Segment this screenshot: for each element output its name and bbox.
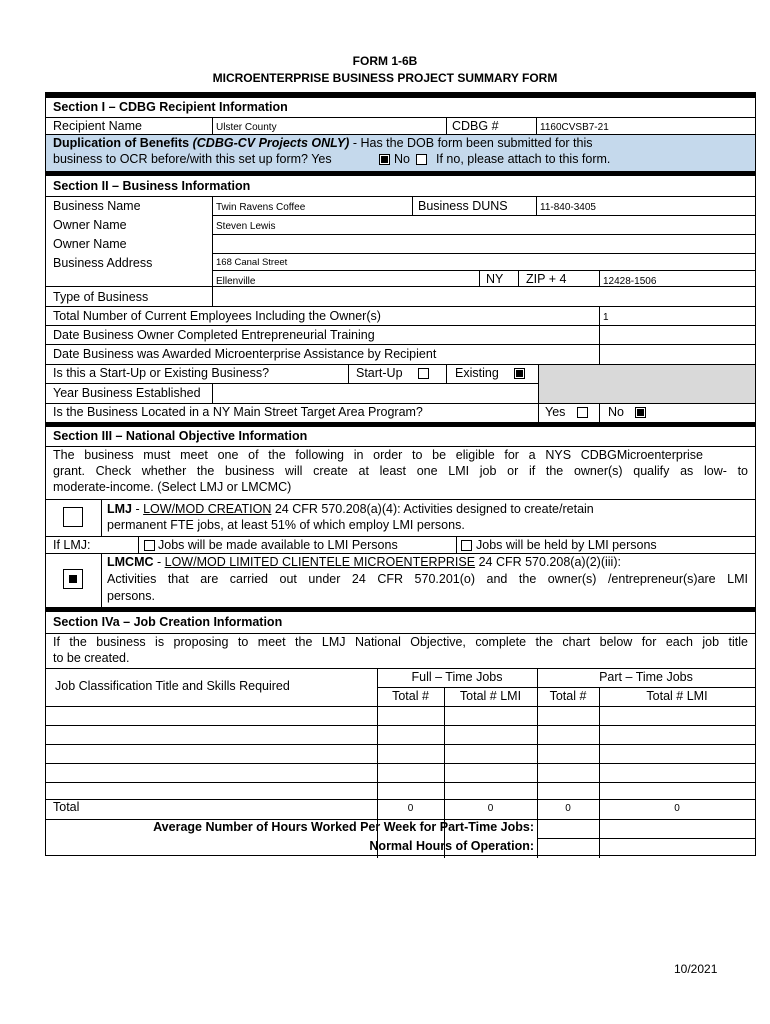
avg-hours-field[interactable] (538, 820, 755, 838)
mainstreet-question: Is the Business Located in a NY Main Street Target Area Program? (53, 405, 423, 419)
lmcmc-text-2: Activities that are carried out under 24 CFR 570.201(o) and the owner(s) /entrepreneur(s)are LMI (107, 572, 748, 586)
startup-label: Start-Up (356, 366, 403, 380)
dob-attach-note: If no, please attach to this form. (436, 152, 611, 166)
section3-intro-1: The business must meet one of the following in order to be eligible for a NYS CDBGMicroenterprise (53, 448, 703, 462)
revision-date: 10/2021 (674, 962, 718, 976)
owner-name-field[interactable]: Steven Lewis (216, 221, 276, 232)
lmcmc-text-3: persons. (107, 589, 155, 603)
lmj-link[interactable]: LOW/MOD CREATION (143, 502, 272, 516)
recipient-name-field[interactable]: Ulster County (216, 122, 277, 133)
lmj-checkbox[interactable] (63, 507, 83, 527)
section4-intro-2: to be created. (53, 651, 130, 665)
lmj-code: LMJ (107, 502, 132, 516)
startup-checkbox[interactable] (418, 368, 429, 379)
job-table-row[interactable] (46, 726, 755, 744)
lmcmc-checkbox[interactable] (63, 569, 83, 589)
lmj-option-held-checkbox[interactable] (461, 540, 472, 551)
existing-label: Existing (455, 366, 499, 380)
total-part-time-value: 0 (565, 803, 571, 814)
normal-hours-label: Normal Hours of Operation: (369, 839, 534, 853)
section-divider (46, 422, 755, 427)
part-time-header: Part – Time Jobs (599, 670, 693, 684)
part-time-total-header: Total # (549, 689, 587, 703)
recipient-name-label: Recipient Name (53, 119, 142, 133)
business-type-label: Type of Business (53, 290, 149, 304)
section1-heading: Section I – CDBG Recipient Information (53, 100, 288, 114)
lmj-text-1: 24 CFR 570.208(a)(4): Activities designed to create/retain (271, 502, 594, 516)
business-duns-field[interactable]: 11-840-3405 (540, 202, 596, 213)
training-date-label: Date Business Owner Completed Entrepreneurial Training (53, 328, 375, 342)
owner-name-label: Owner Name (53, 218, 127, 232)
year-established-label: Year Business Established (53, 386, 201, 400)
job-table-row[interactable] (46, 783, 755, 799)
section4-intro-1: If the business is proposing to meet the LMJ National Objective, complete the chart below for each job title (53, 635, 748, 649)
full-time-total-header: Total # (392, 689, 429, 703)
job-table-row[interactable] (46, 707, 755, 725)
business-type-field[interactable] (213, 287, 755, 306)
if-lmj-label: If LMJ: (53, 538, 91, 552)
lmj-option-available: Jobs will be made available to LMI Persons (158, 538, 398, 552)
full-time-lmi-header: Total # LMI (459, 689, 522, 703)
lmcmc-code: LMCMC (107, 555, 154, 569)
mainstreet-yes-checkbox[interactable] (577, 407, 588, 418)
job-title-column-header: Job Classification Title and Skills Required (55, 679, 290, 693)
section4-heading: Section IVa – Job Creation Information (53, 615, 283, 629)
zip-field[interactable]: 12428-1506 (603, 276, 657, 287)
section2-heading: Section II – Business Information (53, 179, 251, 193)
existing-checkbox[interactable] (514, 368, 525, 379)
cdbg-number-label: CDBG # (452, 119, 499, 133)
cdbg-number-field[interactable]: 1160CVSB7-21 (540, 122, 609, 133)
job-table-row[interactable] (46, 764, 755, 782)
job-table-row[interactable] (46, 745, 755, 763)
normal-hours-field[interactable] (538, 839, 755, 857)
address-state-field[interactable]: NY (486, 272, 504, 286)
section3-intro-2: grant. Check whether the business will create at least one LMI job or if the owner(s) qualify as low- to (53, 464, 748, 478)
avg-hours-label: Average Number of Hours Worked Per Week for Part-Time Jobs: (153, 820, 534, 834)
address-city-field[interactable]: Ellenville (216, 276, 256, 287)
business-address-label: Business Address (53, 256, 153, 270)
total-full-time-value: 0 (407, 803, 414, 814)
section-divider (46, 171, 755, 176)
form-number: FORM 1-6B (352, 54, 418, 68)
mainstreet-no-label: No (608, 405, 624, 419)
mainstreet-no-checkbox[interactable] (635, 407, 646, 418)
lmj-dash: - (132, 502, 144, 516)
mainstreet-yes-label: Yes (545, 405, 566, 419)
dob-label: Duplication of Benefits (53, 136, 190, 150)
section3-intro-3: moderate-income. (Select LMJ or LMCMC) (53, 480, 292, 494)
training-date-field[interactable] (600, 326, 755, 344)
lmcmc-dash: - (153, 555, 165, 569)
business-duns-label: Business DUNS (418, 199, 508, 213)
awarded-date-field[interactable] (600, 345, 755, 364)
owner-name-2-label: Owner Name (53, 237, 127, 251)
employees-field[interactable]: 1 (603, 312, 609, 323)
full-time-header: Full – Time Jobs (411, 670, 503, 684)
lmcmc-text-1: 24 CFR 570.208(a)(2)(iii): (475, 555, 621, 569)
total-full-time-lmi-value: 0 (487, 803, 494, 814)
lmj-option-available-checkbox[interactable] (144, 540, 155, 551)
dob-cv-label: (CDBG-CV Projects ONLY) (192, 136, 350, 150)
section-divider (46, 93, 755, 98)
dob-yes-checkbox[interactable] (379, 154, 390, 165)
dob-question: - Has the DOB form been submitted for this (352, 136, 593, 150)
dob-no-checkbox[interactable] (416, 154, 427, 165)
part-time-lmi-header: Total # LMI (646, 689, 708, 703)
total-row-label: Total (53, 800, 80, 814)
zip-label: ZIP + 4 (526, 272, 567, 286)
year-established-field[interactable] (213, 384, 538, 403)
section3-heading: Section III – National Objective Information (53, 429, 308, 443)
dob-question-2: business to OCR before/with this set up form? Yes (53, 152, 332, 166)
dob-no-label: No (394, 152, 410, 166)
lmj-option-held: Jobs will be held by LMI persons (476, 538, 657, 552)
employees-label: Total Number of Current Employees Including the Owner(s) (53, 309, 381, 323)
lmj-text-2: permanent FTE jobs, at least 51% of which employ LMI persons. (107, 518, 465, 532)
owner-name-2-field[interactable] (213, 235, 755, 253)
form-container (45, 92, 756, 856)
total-part-time-lmi-value: 0 (674, 803, 680, 814)
business-name-label: Business Name (53, 199, 141, 213)
startup-question: Is this a Start-Up or Existing Business? (53, 366, 270, 380)
shaded-area (539, 365, 755, 403)
business-name-field[interactable]: Twin Ravens Coffee (216, 202, 306, 213)
lmcmc-link[interactable]: LOW/MOD LIMITED CLIENTELE MICROENTERPRISE (164, 555, 476, 569)
section-divider (46, 607, 755, 612)
form-title: MICROENTERPRISE BUSINESS PROJECT SUMMARY FORM (212, 71, 558, 85)
address-line1-field[interactable]: 168 Canal Street (216, 257, 288, 268)
awarded-date-label: Date Business was Awarded Microenterprise Assistance by Recipient (53, 347, 437, 361)
